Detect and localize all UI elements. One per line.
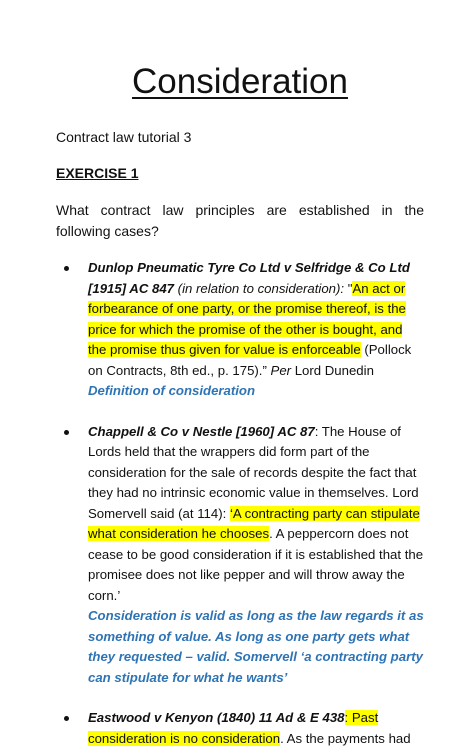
case-note: Consideration is valid as long as the law regards it as something of value. As long as one party gets what they requested – valid. Somervell ‘a contracting party can stipulate for what he wants’ <box>88 608 424 685</box>
bullet-icon <box>64 266 69 271</box>
bullet-icon <box>64 716 69 721</box>
case-note: Definition of consideration <box>88 383 256 398</box>
case-item-eastwood <box>56 708 424 749</box>
highlighted-text: Past consideration is no consideration <box>88 710 379 746</box>
case-item-dunlop <box>56 258 424 402</box>
per-label: Per <box>270 362 292 378</box>
case-qualifier: (in relation to consideration): <box>174 280 348 296</box>
exercise-heading: EXERCISE 1 <box>56 165 139 181</box>
case-list <box>56 258 424 749</box>
case-body-rest: . As the payments had <box>280 730 411 746</box>
open-quote: " <box>347 280 353 296</box>
bullet-icon <box>64 430 69 435</box>
case-citation: (Pollock on Contracts, 8th ed., p. 175).” <box>88 342 412 378</box>
highlighted-quote: ‘A contracting party can stipulate what consideration he chooses <box>88 505 420 541</box>
highlighted-quote: An act or forbearance of one party, or the promise thereof, is the price for which the promise of the other is bought, and the promise thus given for value is enforceable <box>88 280 406 357</box>
case-name: Dunlop Pneumatic Tyre Co Ltd v Selfridge & Co Ltd [1915] AC 847 <box>88 260 410 296</box>
judge-name: Lord Dunedin <box>291 362 374 378</box>
exercise-question: What contract law principles are established in the following cases? <box>56 202 424 239</box>
case-body: : The House of Lords held that the wrappers did form part of the consideration for the sale of records despite the fact that they had no intrinsic economic value in themselves. Lord Somervell said (at 114): <box>88 423 419 521</box>
page-title: Consideration <box>132 62 348 101</box>
case-name: Chappell & Co v Nestle [1960] AC 87 <box>88 423 315 439</box>
case-name: Eastwood v Kenyon (1840) 11 Ad & E 438 <box>88 710 345 725</box>
case-body-rest: . A peppercorn does not cease to be good consideration if it is established that the promisee does not like pepper and will throw away the corn.’ <box>88 526 424 603</box>
case-item-chappell <box>56 422 424 689</box>
tutorial-subtitle: Contract law tutorial 3 <box>56 129 192 145</box>
highlighted-colon: : <box>344 710 349 725</box>
